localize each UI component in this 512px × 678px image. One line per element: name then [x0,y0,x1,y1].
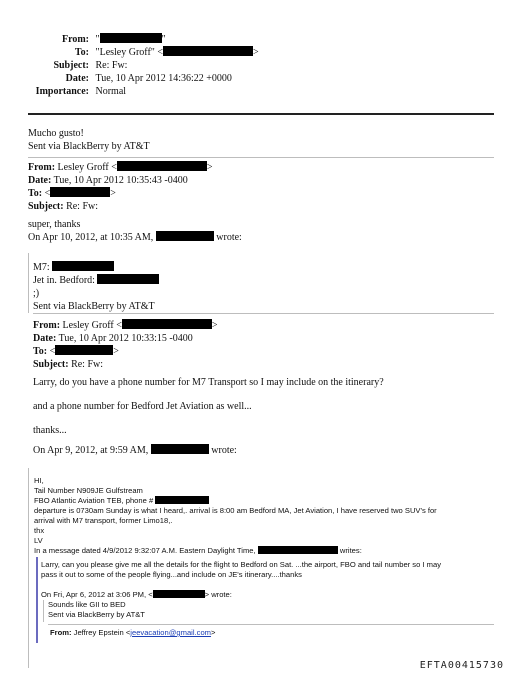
redaction [163,46,253,56]
redaction [122,319,212,329]
subject-label: Subject: [53,60,89,71]
redaction [50,187,110,197]
quote3-divider [33,313,494,314]
redaction [151,444,209,454]
top-importance-row: Importance: Normal [0,85,126,98]
quote5-body: Larry, can you please give me all the details for the flight to Bedford on Sat. ...the airport, FBO and tail number so I may pass it out to some of the people flying...and include on JE's itinerary....thanks [41,560,442,579]
reply-body: Mucho gusto! Sent via BlackBerry by AT&T [28,128,150,152]
to-label: To: [74,47,89,58]
quote3-on-line: On Apr 9, 2012, at 9:59 AM, wrote: [33,445,237,456]
redaction [97,274,159,284]
quote1-header: From: Lesley Groff < > Date: Tue, 10 Apr 2012 10:35:43 -0400 To: < > Subject: Re: Fw: [28,162,213,212]
redaction [117,161,207,171]
quote1-divider [28,157,494,158]
quote5-on-line: On Fri, Apr 6, 2012 at 3:06 PM, < > wrote: [41,590,232,599]
top-date-row: Date: Tue, 10 Apr 2012 14:36:22 +0000 [0,72,232,85]
quote6-body: Sounds like GII to BED Sent via BlackBerry by AT&T [48,600,145,619]
from-label: From: [61,34,89,45]
date-label: Date: [65,73,89,84]
redaction [153,590,205,598]
header-divider [28,113,494,115]
quote3-para1: Larry, do you have a phone number for M7 Transport so I may include on the itinerary? [33,377,384,388]
quote1-body: super, thanks On Apr 10, 2012, at 10:35 AM, wrote: [28,219,242,243]
redaction [156,231,214,241]
redaction [55,345,113,355]
quote3-para2: and a phone number for Bedford Jet Aviation as well... [33,401,252,412]
quote7-from: From: Jeffrey Epstein <jeevacation@gmail.com> [50,628,216,637]
redaction [100,33,162,43]
quote7-divider [48,624,494,625]
redaction [258,546,338,554]
quote2-body: M7: Jet in. Bedford: ;) Sent via BlackBerry by AT&T [33,261,159,313]
top-to-row: To: "Lesley Groff" < > [0,46,259,59]
redaction [155,496,209,504]
quote4-body: HI, Tail Number N909JE Gulfstream FBO Atlantic Aviation TEB, phone # departure is 0730am Sunday is what I heard,. arrival is 8:00 am Bedford MA, Jet Aviation, I have reserved two SUV's for arrival with M7 transport, former Limo18,. thx LV In a message dated 4/9/2012 9:32:07 A.M. Eastern Daylight Time, writes: [34,476,437,555]
email-link[interactable]: jeevacation@gmail.com [130,628,212,637]
quote3-para3: thanks... [33,425,67,436]
top-subject-row: Subject: Re: Fw: [0,59,127,72]
importance-label: Importance: [35,86,89,97]
top-from-row: From: " " [0,33,166,46]
quote3-header: From: Lesley Groff < > Date: Tue, 10 Apr 2012 10:33:15 -0400 To: < > Subject: Re: Fw: [33,320,218,370]
redaction [52,261,114,271]
document-id: EFTA00415730 [419,660,504,671]
